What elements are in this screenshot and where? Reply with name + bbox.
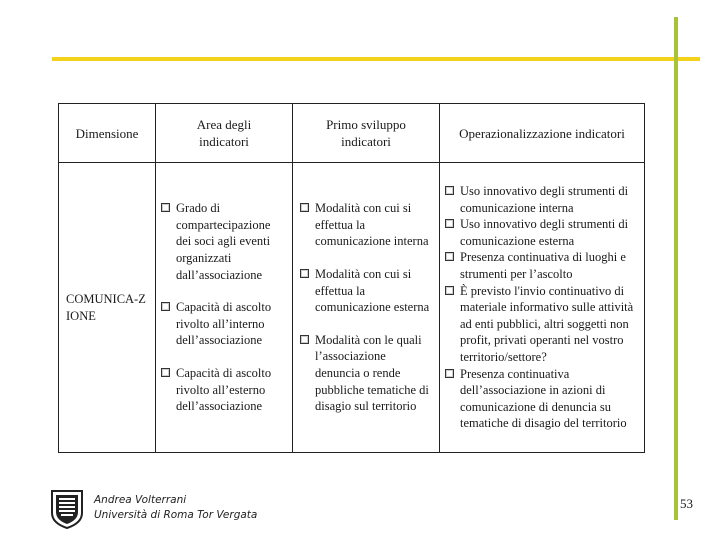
header-primo-sviluppo: Primo sviluppo indicatori (293, 104, 440, 163)
list-item: Uso innovativo degli strumenti di comunicazione interna (440, 183, 636, 216)
footer-credits (94, 493, 257, 523)
checkbox-bullet-icon (445, 252, 454, 261)
list-item: Modalità con cui si effettua la comunicazione esterna (295, 266, 433, 316)
checkbox-bullet-icon (445, 219, 454, 228)
checkbox-bullet-icon (300, 335, 309, 344)
side-rule (674, 17, 678, 520)
list-item: Modalità con cui si effettua la comunicazione interna (295, 200, 433, 250)
header-row (59, 104, 645, 163)
list-item: Presenza continuativa dell’associazione in azioni di comunicazione di denuncia su tematiche di disagio del territorio (440, 366, 636, 432)
checkbox-bullet-icon (300, 269, 309, 278)
checkbox-bullet-icon (161, 368, 170, 377)
indicators-table (58, 103, 645, 453)
list-item: Uso innovativo degli strumenti di comunicazione esterna (440, 216, 636, 249)
list-item: Capacità di ascolto rivolto all’esterno dell’associazione (156, 365, 274, 415)
area-cell (156, 163, 293, 453)
page-number: 53 (680, 496, 693, 511)
first-development-cell (293, 163, 440, 453)
checkbox-bullet-icon (161, 203, 170, 212)
checkbox-bullet-icon (161, 302, 170, 311)
list-item: Capacità di ascolto rivolto all’interno dell’associazione (156, 299, 274, 349)
dimension-cell: COMUNICA-ZIONE (59, 163, 156, 453)
header-dimensione: Dimensione (59, 104, 156, 163)
header-area: Area degli indicatori (156, 104, 293, 163)
checkbox-bullet-icon (445, 286, 454, 295)
list-item: Presenza continuativa di luoghi e strumenti per l’ascolto (440, 249, 636, 282)
checkbox-bullet-icon (445, 186, 454, 195)
checkbox-bullet-icon (300, 203, 309, 212)
footer-university: Università di Roma Tor Vergata (94, 509, 258, 521)
list-item: È previsto l'invio continuativo di materiale informativo sulle attività ad enti pubblici, altri soggetti non profit, privati operanti nel vostro territorio/settore? (440, 283, 636, 366)
checkbox-bullet-icon (445, 369, 454, 378)
top-rule (52, 57, 700, 61)
header-operazionalizzazione: Operazionalizzazione indicatori (440, 104, 645, 163)
university-logo-icon (50, 489, 84, 529)
body-row (59, 163, 645, 453)
list-item: Modalità con le quali l’associazione denuncia o rende pubbliche tematiche di disagio sul territorio (295, 332, 433, 415)
footer-author: Andrea Volterrani (94, 494, 187, 506)
list-item: Grado di compartecipazione dei soci agli eventi organizzati dall’associazione (156, 200, 274, 283)
operationalization-cell (440, 163, 645, 453)
